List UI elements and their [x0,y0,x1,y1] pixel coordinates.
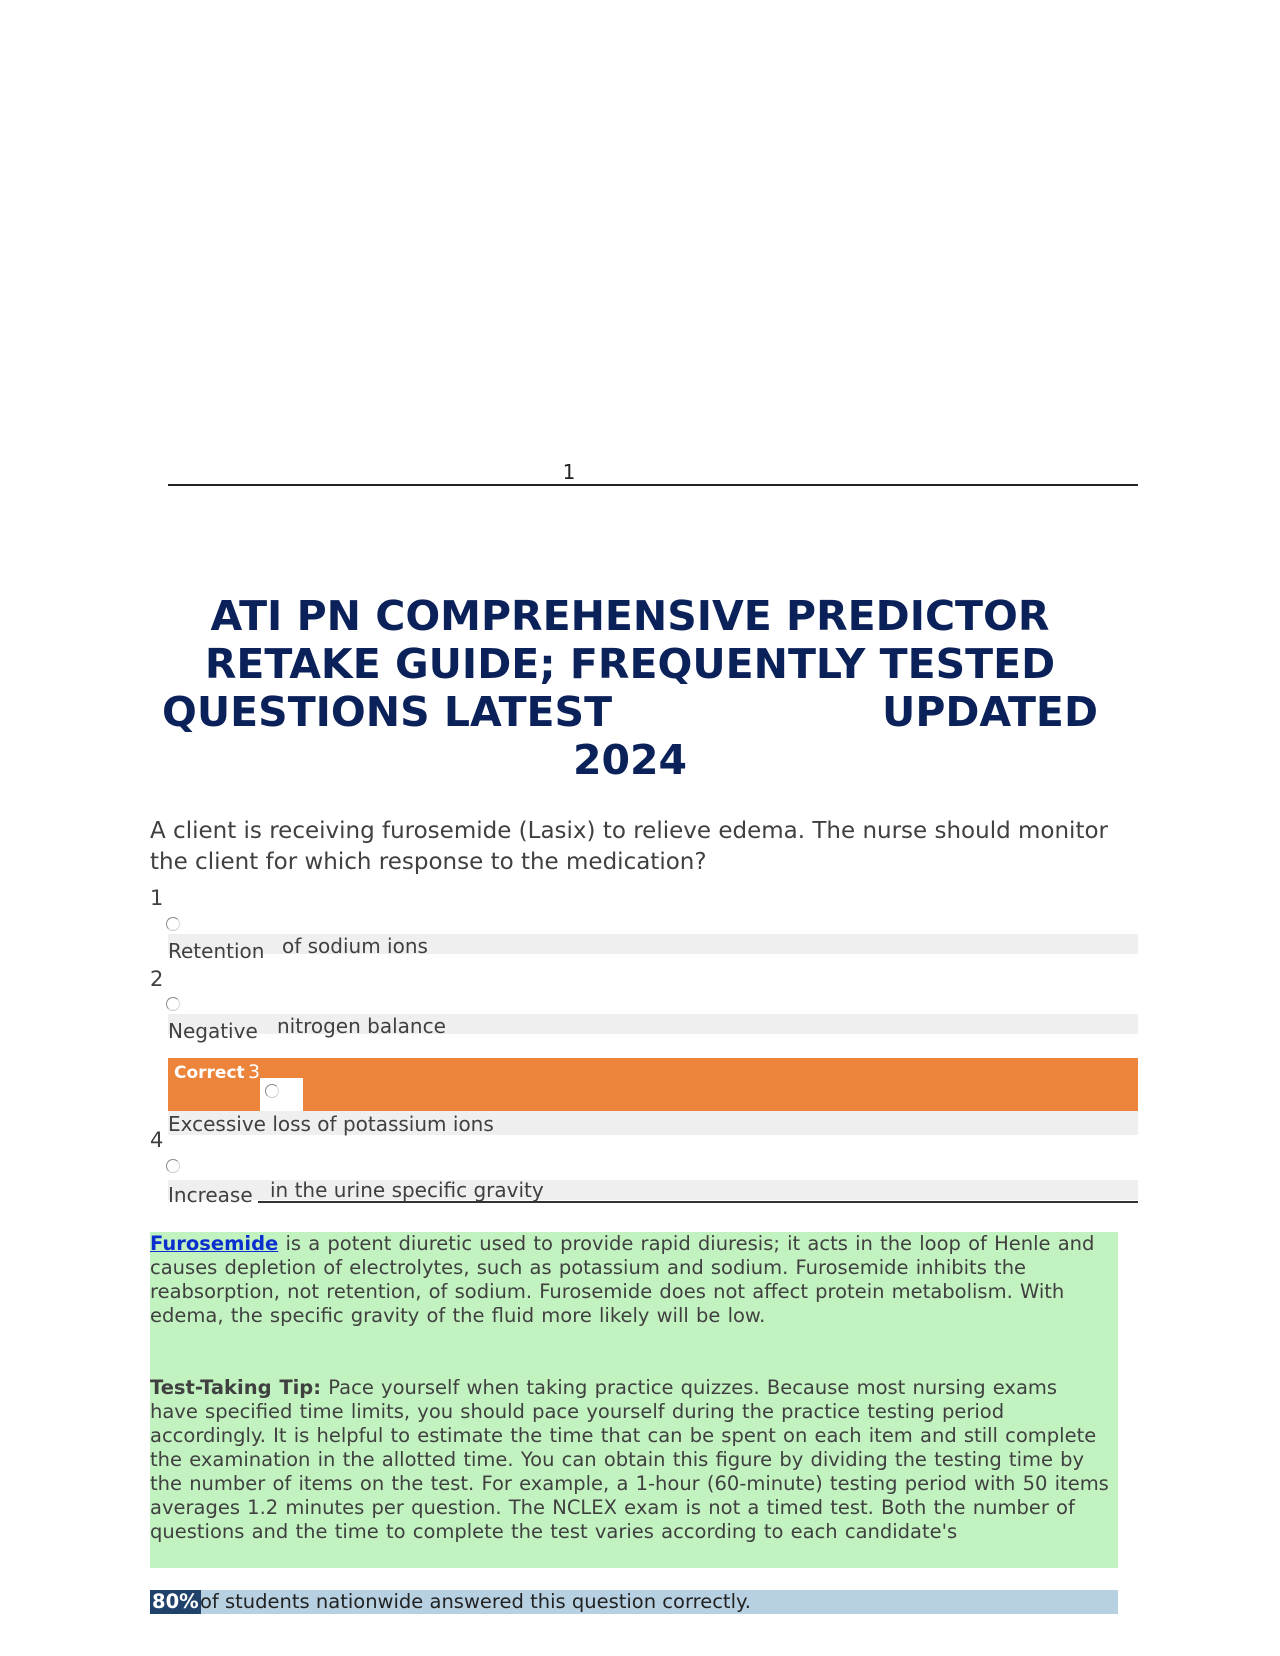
explanation-text: is a potent diuretic used to provide rapid diuresis; it acts in the loop of Henle and causes depletion of electrolytes, such as potassium and sodium. Furosemide inhibits the reabsorption, not retention, of sodium. Furosemide does not affect protein metabolism. With edema, the specific gravity of the fluid more likely will be low. [150,1232,1095,1327]
title-line-4: 2024 [572,736,688,784]
option-1-text-a: Retention [168,939,265,963]
option-4-radio[interactable] [166,1159,180,1173]
title-line-2: RETAKE GUIDE; FREQUENTLY TESTED [204,640,1056,688]
option-3-number: 3 [248,1061,261,1083]
option-1-number: 1 [150,886,164,910]
option-4-text-a: Increase [168,1183,253,1207]
question-text: A client is receiving furosemide (Lasix) to relieve edema. The nurse should monitor the client for which response to the medication? [150,818,1108,875]
page-number: 1 [562,460,576,484]
title-line-3a: QUESTIONS LATEST [162,688,613,736]
option-1-radio[interactable] [166,917,180,931]
option-3-text: Excessive loss of potassium ions [168,1112,494,1136]
option-4-underline [258,1201,1138,1203]
option-1-text-b: of sodium ions [282,934,428,958]
tip-text: Pace yourself when taking practice quizzes. Because most nursing exams have specified time limits, you should pace yourself during the practice testing period accordingly. It is helpful to estimate the time that can be spent on each item and still complete the examination in the allotted time. You can obtain this figure by dividing the testing time by the number of items on the test. For example, a 1-hour (60-minute) testing period with 50 items averages 1.2 minutes per question. The NCLEX exam is not a timed test. Both the number of questions and the time to complete the test varies according to each candidate's [150,1376,1109,1543]
stats-percent: 80% [152,1590,199,1613]
option-4-number: 4 [150,1128,164,1152]
correct-label: Correct [174,1063,245,1083]
option-2-radio[interactable] [166,997,180,1011]
option-2-text-b: nitrogen balance [277,1014,446,1038]
test-taking-tip [150,1376,1110,1544]
correct-answer-bar [168,1058,1138,1111]
stats-text: of students nationwide answered this question correctly. [200,1590,751,1613]
explanation-paragraph [150,1232,1110,1328]
document-title [130,592,1130,784]
title-line-1: ATI PN COMPREHENSIVE PREDICTOR [210,592,1050,640]
furosemide-link[interactable]: Furosemide [150,1232,279,1255]
title-line-3b: UPDATED [882,688,1098,736]
option-2-text-a: Negative [168,1019,258,1043]
option-3-radio[interactable] [265,1084,279,1098]
tip-label: Test-Taking Tip: [150,1376,322,1399]
option-2-number: 2 [150,967,164,991]
header-rule [168,484,1138,486]
option-4-text-b: in the urine specific gravity [270,1178,544,1202]
